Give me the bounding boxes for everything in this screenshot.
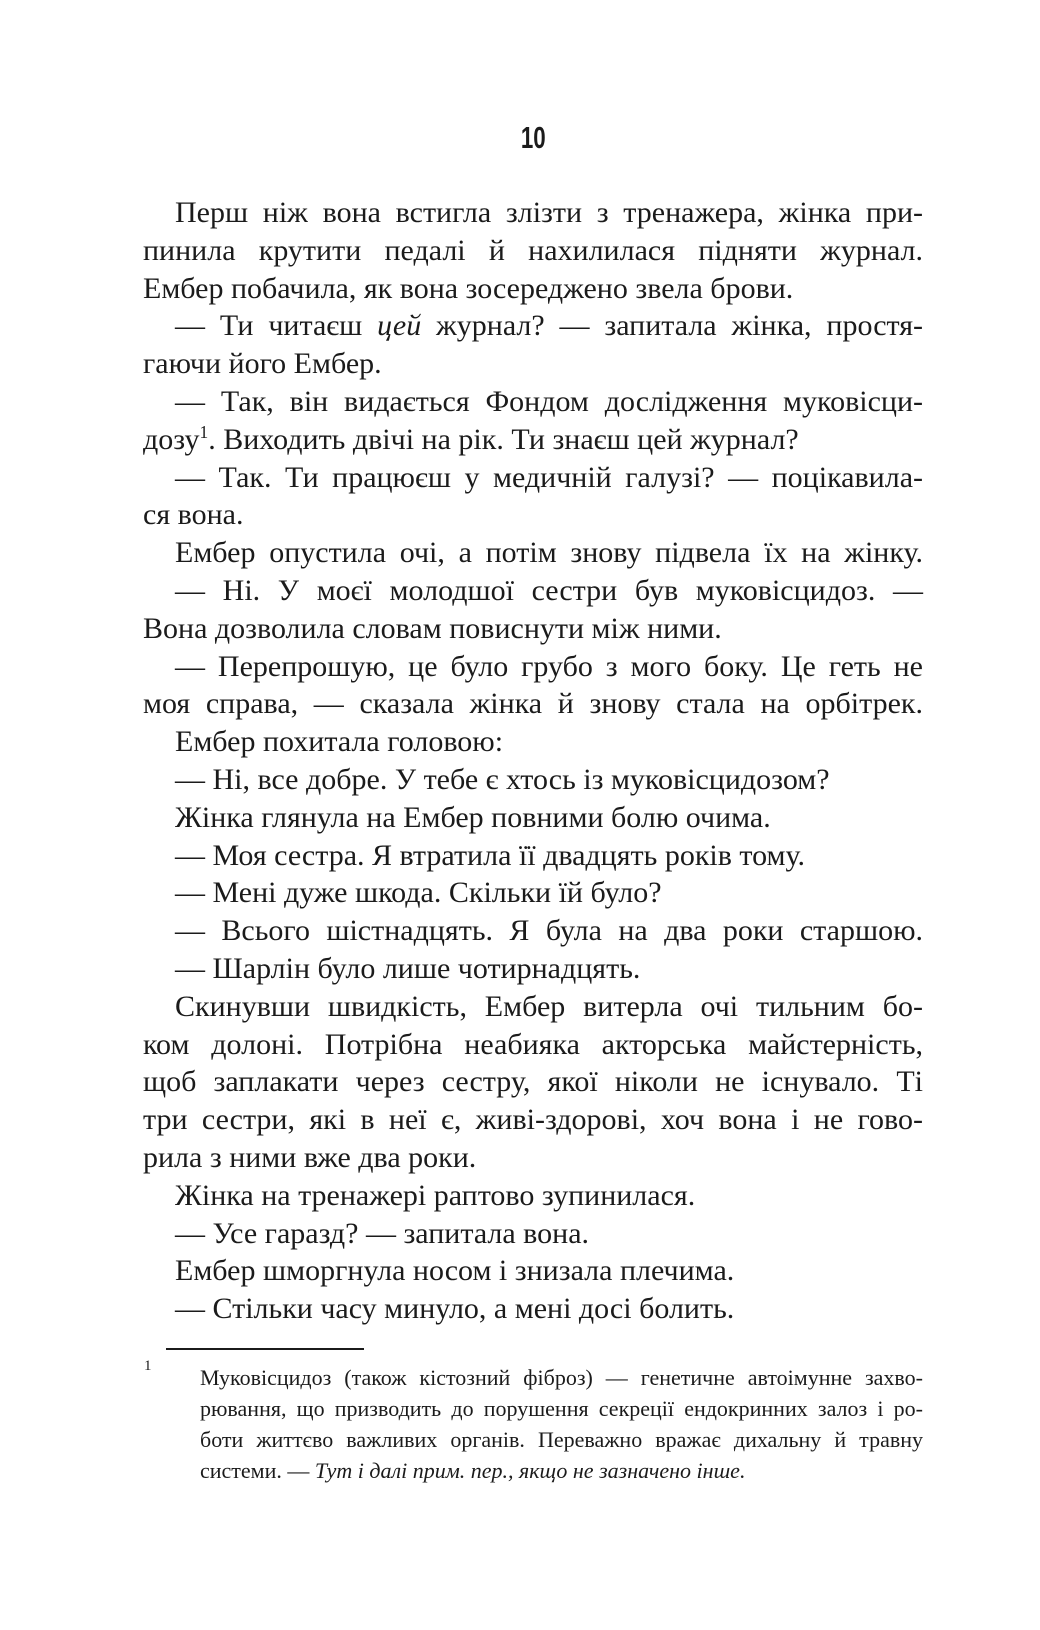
- footnote-line: боти життєво важливих органів. Переважно вражає дихальну й травну: [200, 1427, 923, 1452]
- text-line: Ембер похитала головою:: [175, 725, 504, 759]
- text-line: — Ні. У моєї молодшої сестри був муковісцидоз. —: [175, 573, 923, 607]
- text-line: гаючи його Ембер.: [143, 347, 382, 381]
- text-line: рила з ними вже два роки.: [143, 1140, 477, 1174]
- text-line: ся вона.: [143, 498, 244, 532]
- footnote-body: [143, 1358, 923, 1486]
- text-line: — Всього шістнадцять. Я була на два роки старшою.: [175, 914, 923, 948]
- text-line: Скинувши швидкість, Ембер витерла очі тильним бо-: [175, 989, 923, 1023]
- text-line: — Шарлін було лише чотирнадцять.: [175, 951, 641, 985]
- text-line: — Так, він видається Фондом дослідження муковісци-: [175, 384, 923, 418]
- text-line: Жінка глянула на Ембер повними болю очима.: [175, 800, 771, 834]
- footnote-separator-line: [166, 1348, 364, 1350]
- text-line: моя справа, — сказала жінка й знову стала на орбітрек.: [143, 687, 923, 721]
- text-line: Ембер побачила, як вона зосереджено звела брови.: [143, 271, 794, 305]
- text-line: — Мені дуже шкода. Скільки їй було?: [175, 876, 662, 910]
- text-line: Жінка на тренажері раптово зупинилася.: [175, 1178, 696, 1212]
- footnote: [143, 1358, 923, 1486]
- text-line: Перш ніж вона встигла злізти з тренажера, жінка при-: [175, 196, 923, 229]
- italic-word: цей: [377, 309, 422, 343]
- text-line: — Стільки часу минуло, а мені досі болить.: [175, 1292, 735, 1326]
- body-text: [143, 194, 923, 1328]
- text-line: — Ні, все добре. У тебе є хтось із муковісцидозом?: [175, 762, 830, 796]
- text-line: Ембер опустила очі, а потім знову підвела їх на жінку.: [175, 536, 923, 570]
- footnote-attribution-italic: Тут і далі прим. пер., якщо не зазначено інше.: [314, 1458, 746, 1483]
- text-line: Ембер шморгнула носом і знизала плечима.: [175, 1254, 735, 1288]
- text-line: — Перепрошую, це було грубо з мого боку. Це геть не: [175, 649, 923, 683]
- text-line: [143, 307, 923, 345]
- text-line: — Усе гаразд? — запитала вона.: [175, 1216, 590, 1250]
- line-segment: — Ти читаєш: [175, 309, 378, 343]
- text-line: три сестри, які в неї є, живі-здорові, хоч вона і не гово-: [143, 1103, 923, 1137]
- line-segment: системи. —: [200, 1458, 315, 1483]
- footnote-line: рювання, що призводить до порушення секреції ендокринних залоз і ро-: [200, 1396, 923, 1421]
- line-segment: журнал? — запитала жінка, простя-: [421, 309, 924, 343]
- footnote-reference: 1: [199, 421, 209, 442]
- line-segment: дозу: [143, 422, 200, 456]
- text-line: Вона дозволила словам повиснути між ними.: [143, 611, 722, 645]
- text-line: ком долоні. Потрібна неабияка акторська майстерність,: [143, 1027, 923, 1061]
- text-line: — Так. Ти працюєш у медичній галузі? — поцікавила-: [175, 460, 923, 494]
- page-number: [143, 122, 923, 153]
- line-segment: . Виходить двічі на рік. Ти знаєш цей журнал?: [208, 422, 799, 456]
- footnote-line: [200, 1455, 923, 1486]
- footnote-line: Муковісцидоз (також кістозний фіброз) — генетичне автоімунне захво-: [200, 1365, 923, 1390]
- page-number-digits: 10: [520, 120, 546, 155]
- text-line: [143, 421, 923, 459]
- text-line: щоб заплакати через сестру, якої ніколи не існувало. Ті: [143, 1065, 923, 1099]
- text-line: — Моя сестра. Я втратила її двадцять років тому.: [175, 838, 806, 872]
- footnote-marker: 1: [144, 1358, 152, 1374]
- text-line: пинила крутити педалі й нахилилася підняти журнал.: [143, 233, 923, 267]
